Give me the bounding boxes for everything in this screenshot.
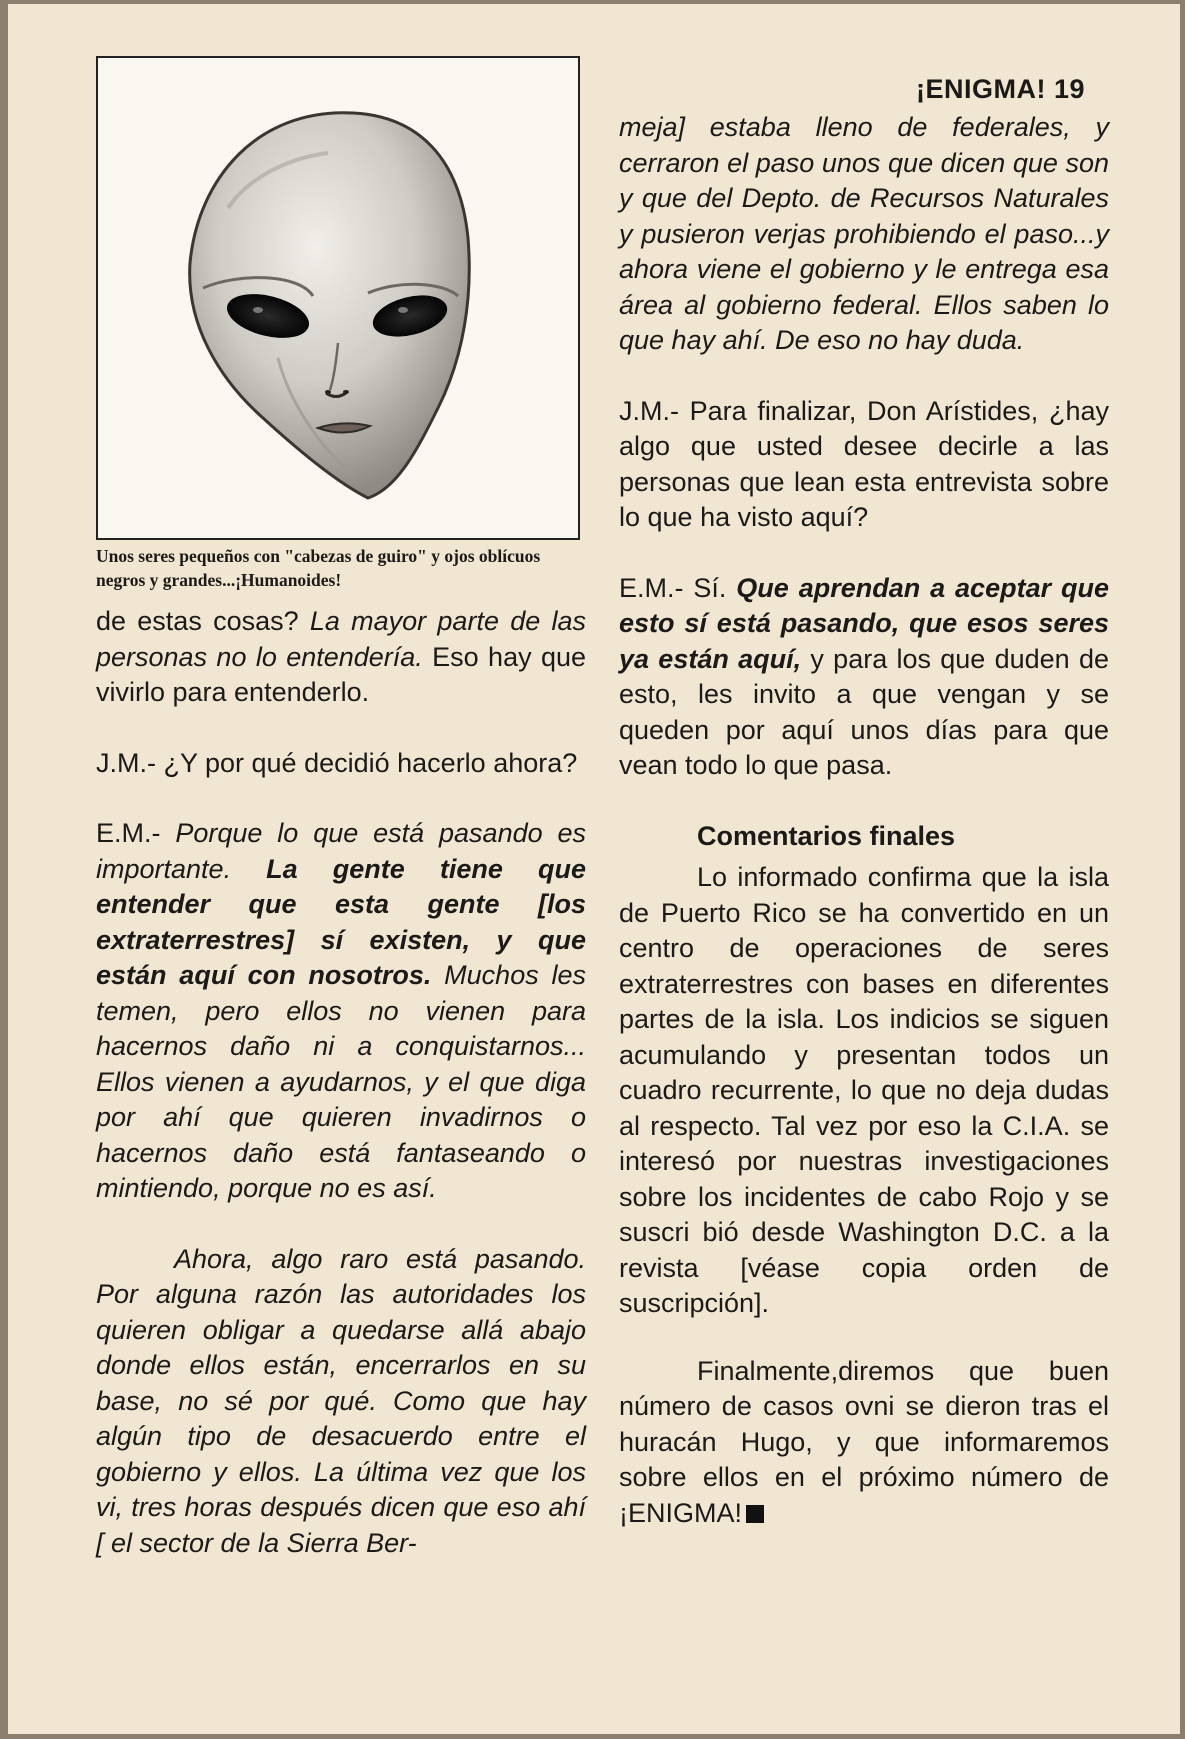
- right-column: [619, 110, 1109, 1531]
- italic-text: Muchos les temen, pero ellos no vienen para hacernos daño ni a conquistarnos... Ellos vienen a ayudarnos, y el que diga por ahí que quieren invadirnos o hacernos daño está fantaseando o mintiendo, porque no es así.: [96, 960, 587, 1203]
- alien-head-illustration: [98, 58, 578, 538]
- figure-caption: Unos seres pequeños con "cabezas de guiro" y ojos oblícuos negros y grandes...¡Humanoides!: [96, 546, 541, 590]
- bold-italic-text: La gente tiene que entender que esta gente [los extraterrestres] sí existen, y que están aquí con nosotros.: [96, 853, 586, 990]
- right-paragraph-1: [619, 110, 1109, 359]
- left-paragraph-1: [96, 604, 586, 711]
- text-span: E.M.-: [96, 818, 176, 848]
- italic-text: meja] estaba lleno de federales, y cerraron el paso unos que dicen que son y que del Depto. de Recursos Naturales y pusieron verjas prohibiendo el paso...y ahora viene el gobierno y le entrega esa área al gobierno federal. Ellos saben lo que hay ahí. De eso no hay duda.: [619, 112, 1109, 355]
- left-paragraph-2: J.M.- ¿Y por qué decidió hacerlo ahora?: [96, 747, 578, 778]
- text-span: y para los que duden de esto, les invito a que vengan y se queden por aquí unos días para que vean todo lo que pasa.: [619, 643, 1109, 780]
- text-span: E.M.- Sí.: [619, 572, 737, 603]
- text-span: de estas cosas?: [96, 606, 310, 636]
- magazine-page: [8, 4, 1180, 1734]
- italic-text: Ahora, algo raro está pasando. Por alguna razón las autoridades los quieren obligar a quedarse allá abajo donde ellos están, encerrarlos en su base, no sé por qué. Como que hay algún tipo de desacuerdo entre el gobierno y ellos. La última vez que los vi, tres horas después dicen que eso ahí [ el sector de la Sierra Ber-: [96, 1243, 586, 1558]
- alien-illustration: [96, 56, 580, 540]
- right-paragraph-5: [619, 1354, 1109, 1532]
- left-column: [96, 604, 586, 1596]
- section-title: Comentarios finales: [697, 820, 956, 851]
- right-paragraph-4: Lo informado confirma que la isla de Puerto Rico se ha convertido en un centro de operaciones de seres extraterrestres con bases en diferentes partes de la isla. Los indicios se siguen acumulando y presentan todos un cuadro recurrente, lo que no deja dudas al respecto. Tal vez por eso la C.I.A. se interesó por nuestras investigaciones sobre los incidentes de cabo Rojo y se suscri bió desde Washington D.C. a la revista [véase copia orden de suscripción].: [619, 862, 1109, 1318]
- end-of-article-mark: [746, 1505, 764, 1523]
- bold-italic-text: Que aprendan a aceptar que esto sí está pasando, que esos seres ya están aquí,: [619, 572, 1109, 674]
- left-paragraph-3: [96, 816, 586, 1207]
- text-span: Eso hay que vivirlo para entenderlo.: [96, 641, 586, 707]
- italic-text: Porque lo que está pasando es importante.: [96, 818, 587, 884]
- left-paragraph-4: [96, 1242, 586, 1562]
- right-paragraph-2: J.M.- Para finalizar, Don Arístides, ¿hay algo que usted desee decirle a las personas que lean esta entrevista sobre lo que ha visto aquí?: [619, 395, 1109, 532]
- page-header: ¡ENIGMA! 19: [915, 74, 1085, 104]
- right-paragraph-3: [619, 571, 1109, 784]
- text-span: Finalmente,diremos que buen número de casos ovni se dieron tras el huracán Hugo, y que informaremos sobre ellos en el próximo número de ¡ENIGMA!: [619, 1355, 1109, 1528]
- italic-text: La mayor parte de las personas no lo entendería.: [96, 606, 587, 672]
